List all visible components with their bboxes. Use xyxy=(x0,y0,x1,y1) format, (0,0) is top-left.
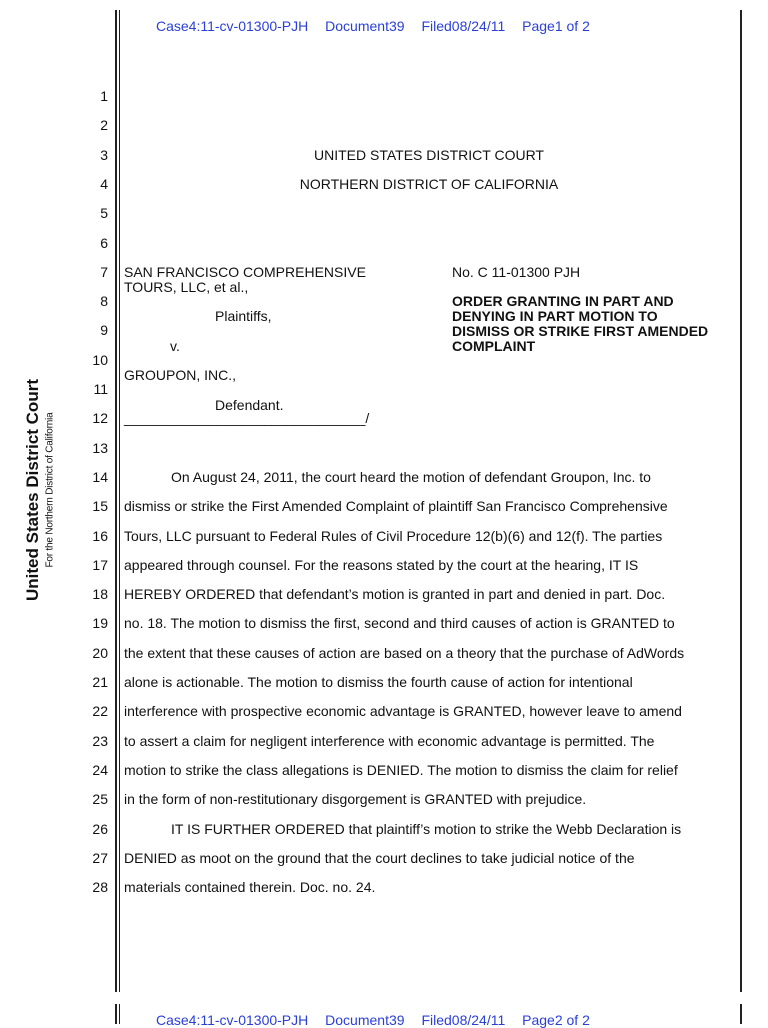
page-count: Page2 of 2 xyxy=(522,1012,590,1028)
versus: v. xyxy=(170,338,180,354)
left-margin-rule-page2 xyxy=(115,1004,117,1024)
right-margin-rule xyxy=(740,10,742,992)
line-number: 27 xyxy=(92,849,108,866)
court-district: NORTHERN DISTRICT OF CALIFORNIA xyxy=(299,176,559,192)
case-no: No. C 11-01300 PJH xyxy=(452,264,581,280)
line-number: 5 xyxy=(100,205,108,222)
body-line: interference with prospective economic advantage is GRANTED, however leave to amend xyxy=(124,703,682,720)
case-number: Case4:11-cv-01300-PJH xyxy=(156,1012,309,1028)
line-number: 20 xyxy=(92,644,108,661)
line-number: 25 xyxy=(92,791,108,808)
line-number: 12 xyxy=(92,410,108,427)
body-line: to assert a claim for negligent interference with economic advantage is permitted. The xyxy=(124,732,655,749)
line-number: 7 xyxy=(100,263,108,280)
body-line: alone is actionable. The motion to dismiss the fourth cause of action for intentional xyxy=(124,674,633,690)
order-title-line3: DISMISS OR STRIKE FIRST AMENDED xyxy=(452,323,709,339)
ecf-header-page2 xyxy=(156,1012,603,1028)
line-number: 11 xyxy=(93,381,108,397)
case-number: Case4:11-cv-01300-PJH xyxy=(156,18,309,34)
plaintiffs-label: Plaintiffs, xyxy=(215,308,272,324)
line-number: 18 xyxy=(92,586,108,603)
line-number: 8 xyxy=(100,293,108,310)
page-count: Page1 of 2 xyxy=(522,18,590,34)
line-number: 17 xyxy=(92,556,108,573)
order-title-line1: ORDER GRANTING IN PART AND xyxy=(452,293,674,309)
defendant-label: Defendant. xyxy=(215,397,284,413)
line-number: 21 xyxy=(92,674,108,690)
sidebar-district: For the Northern District of California xyxy=(44,412,56,568)
line-number: 13 xyxy=(92,439,108,456)
order-title-line4: COMPLAINT xyxy=(452,338,536,354)
line-number: 9 xyxy=(100,322,108,339)
line-number: 16 xyxy=(92,527,108,544)
body-line: in the form of non-restitutionary disgorgement is GRANTED with prejudice. xyxy=(124,791,587,808)
body-line: motion to strike the class allegations is DENIED. The motion to dismiss the claim for relief xyxy=(124,761,678,778)
body-line: DENIED as moot on the ground that the court declines to take judicial notice of the xyxy=(124,849,635,866)
plaintiff-name-line1: SAN FRANCISCO COMPREHENSIVE xyxy=(124,264,366,280)
line-number: 23 xyxy=(92,732,108,749)
sidebar-court-name: United States District Court xyxy=(23,379,42,601)
right-margin-rule-page2 xyxy=(740,1004,742,1024)
body-line: Tours, LLC pursuant to Federal Rules of Civil Procedure 12(b)(6) and 12(f). The parties xyxy=(124,527,663,544)
line-number: 19 xyxy=(92,615,108,632)
ecf-header xyxy=(156,18,603,34)
filed-date: Filed08/24/11 xyxy=(421,1012,506,1028)
document-number: Document39 xyxy=(325,1012,405,1028)
signature-line: _______________________________/ xyxy=(124,410,370,426)
left-margin-rule-page2-inner xyxy=(119,1004,120,1024)
line-number: 2 xyxy=(100,117,108,134)
line-number: 14 xyxy=(92,468,108,485)
line-number: 1 xyxy=(100,88,108,104)
body-line: no. 18. The motion to dismiss the first, second and third causes of action is GRANTED to xyxy=(124,615,675,632)
plaintiff-name-line2: TOURS, LLC, et al., xyxy=(124,279,249,295)
line-number: 3 xyxy=(100,146,108,163)
line-number: 15 xyxy=(92,498,108,515)
body-line: the extent that these causes of action are based on a theory that the purchase of AdWords xyxy=(124,644,685,661)
line-number: 6 xyxy=(100,234,108,251)
defendant-name: GROUPON, INC., xyxy=(124,367,237,383)
body-line: On August 24, 2011, the court heard the motion of defendant Groupon, Inc. to xyxy=(171,468,651,485)
line-number: 24 xyxy=(92,761,108,778)
line-number: 10 xyxy=(92,351,108,368)
body-line: materials contained therein. Doc. no. 24. xyxy=(124,879,376,896)
body-line: dismiss or strike the First Amended Complaint of plaintiff San Francisco Comprehensive xyxy=(124,498,668,515)
line-number: 28 xyxy=(92,879,108,896)
order-title-line2: DENYING IN PART MOTION TO xyxy=(452,308,658,324)
filed-date: Filed08/24/11 xyxy=(421,18,506,34)
line-number: 22 xyxy=(92,703,108,720)
body-line: HEREBY ORDERED that defendant’s motion is granted in part and denied in part. Doc. xyxy=(124,586,666,603)
court-name: UNITED STATES DISTRICT COURT xyxy=(314,147,544,163)
body-line: IT IS FURTHER ORDERED that plaintiff’s motion to strike the Webb Declaration is xyxy=(171,820,682,837)
document-number: Document39 xyxy=(325,18,405,34)
body-line: appeared through counsel. For the reasons stated by the court at the hearing, IT IS xyxy=(124,556,639,573)
left-margin-rule xyxy=(115,10,117,992)
line-number: 4 xyxy=(100,175,108,192)
left-margin-rule-inner xyxy=(119,10,120,992)
line-number: 26 xyxy=(92,820,108,837)
